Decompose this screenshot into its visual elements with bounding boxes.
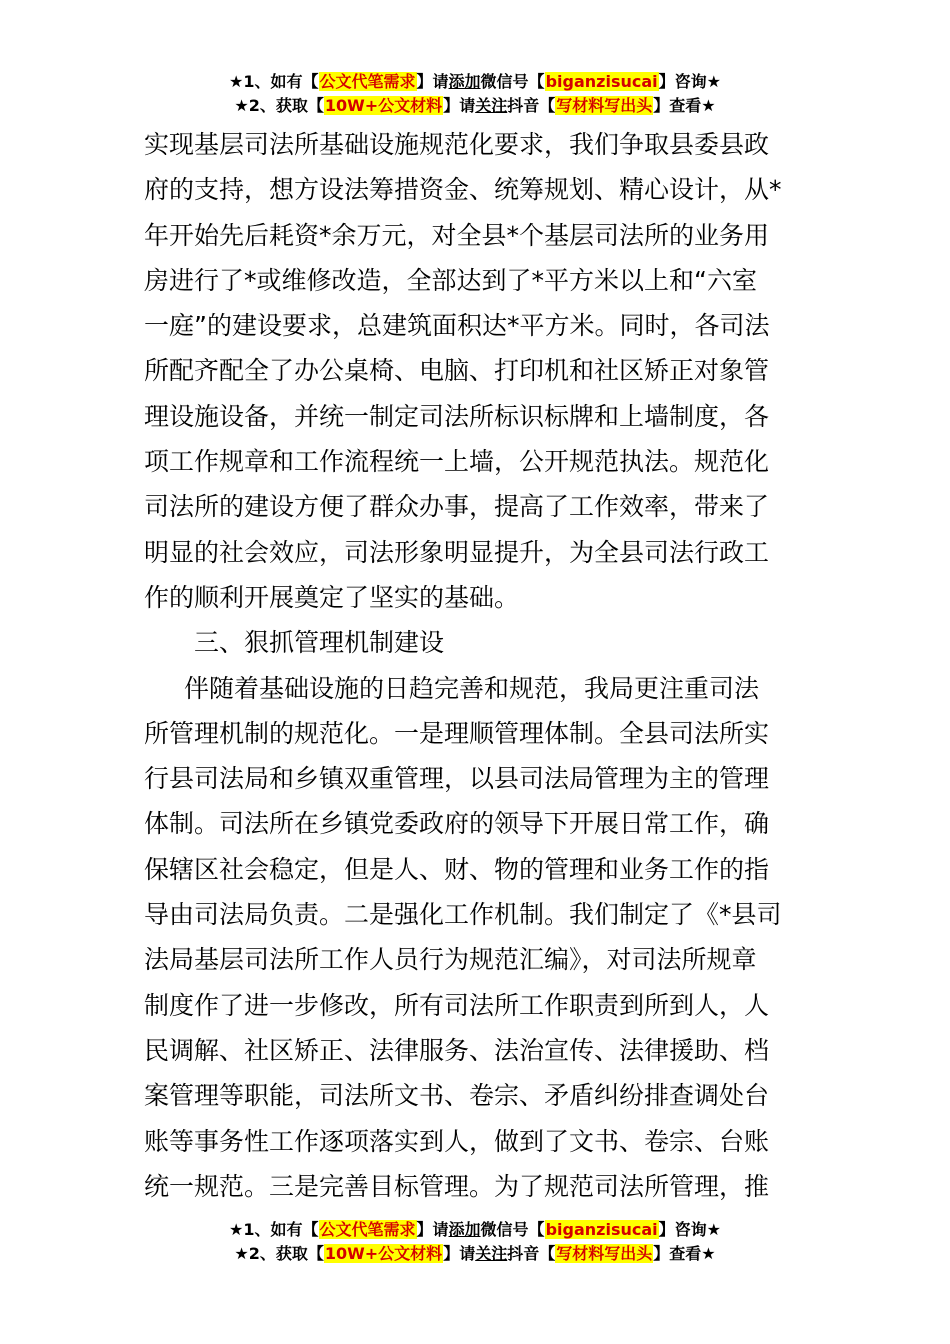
banner-line-1 — [0, 1218, 950, 1242]
banner-underlined: 关注 — [475, 1244, 508, 1263]
paragraph-line: 民调解、社区矫正、法律服务、法治宣传、法律援助、档 — [144, 1035, 770, 1065]
banner-underlined: 添加 — [448, 1220, 481, 1239]
paragraph-line: 实现基层司法所基础设施规范化要求，我们争取县委县政 — [144, 130, 770, 159]
paragraph-line: 导由司法局负责。二是强化工作机制。我们制定了《*县司 — [144, 900, 782, 930]
paragraph-line: 作的顺利开展奠定了坚实的基础。 — [144, 582, 520, 612]
banner-line-2 — [0, 1242, 950, 1266]
banner-text: 】请 — [416, 1220, 449, 1239]
paragraph-line: 年开始先后耗资*余万元，对全县*个基层司法所的业务用 — [144, 220, 770, 250]
banner-text: 】查看★ — [653, 96, 716, 115]
banner-line-1 — [0, 70, 950, 94]
paragraph-line: 一庭”的建设要求，总建筑面积达*平方米。同时，各司法 — [144, 311, 770, 341]
paragraph-line: 统一规范。三是完善目标管理。为了规范司法所管理，推 — [144, 1171, 770, 1201]
banner-highlight: biganzisucai — [545, 72, 658, 91]
banner-text: 】请 — [443, 1244, 476, 1263]
banner-text: 微信号【 — [480, 1220, 545, 1239]
banner-highlight: 公文代笔需求 — [319, 72, 416, 91]
paragraph-line: 项工作规章和工作流程统一上墙，公开规范执法。规范化 — [144, 447, 770, 477]
paragraph-line: 府的支持，想方设法筹措资金、统筹规划、精心设计，从* — [144, 175, 782, 205]
paragraph-line: 明显的社会效应，司法形象明显提升，为全县司法行政工 — [144, 537, 770, 567]
paragraph-line: 保辖区社会稳定，但是人、财、物的管理和业务工作的指 — [144, 854, 770, 884]
paragraph-line: 制度作了进一步修改，所有司法所工作职责到所到人，人 — [144, 990, 770, 1020]
paragraph-line: 法局基层司法所工作人员行为规范汇编》，对司法所规章 — [144, 945, 757, 975]
banner-highlight: 10W+公文材料 — [324, 1244, 443, 1263]
banner-text: 】请 — [443, 96, 476, 115]
footer-banner — [0, 1218, 950, 1266]
banner-underlined: 关注 — [475, 96, 508, 115]
banner-text: 抖音【 — [507, 96, 556, 115]
banner-underlined: 添加 — [448, 72, 481, 91]
banner-text: 微信号【 — [480, 72, 545, 91]
banner-text: 抖音【 — [507, 1244, 556, 1263]
paragraph-line: 案管理等职能，司法所文书、卷宗、矛盾纠纷排查调处台 — [144, 1081, 770, 1111]
banner-highlight: 公文代笔需求 — [319, 1220, 416, 1239]
banner-text: 】查看★ — [653, 1244, 716, 1263]
banner-highlight: 写材料写出头 — [556, 96, 653, 115]
paragraph-line: 行县司法局和乡镇双重管理，以县司法局管理为主的管理 — [144, 764, 770, 794]
paragraph-line: 司法所的建设方便了群众办事，提高了工作效率，带来了 — [144, 492, 770, 522]
banner-text: ★1、如有【 — [229, 1220, 319, 1239]
document-body — [144, 122, 806, 1209]
banner-text: 】咨询★ — [658, 1220, 721, 1239]
banner-highlight: 写材料写出头 — [556, 1244, 653, 1263]
paragraph-line: 体制。司法所在乡镇党委政府的领导下开展日常工作，确 — [144, 809, 770, 839]
paragraph-line: 所管理机制的规范化。一是理顺管理体制。全县司法所实 — [144, 718, 770, 748]
banner-text: ★1、如有【 — [229, 72, 319, 91]
paragraph-line: 房进行了*或维修改造，全部达到了*平方米以上和“六室 — [144, 265, 757, 295]
paragraph-line: 账等事务性工作逐项落实到人，做到了文书、卷宗、台账 — [144, 1126, 770, 1156]
paragraph-line: 所配齐配全了办公桌椅、电脑、打印机和社区矫正对象管 — [144, 356, 770, 386]
banner-text: 】咨询★ — [658, 72, 721, 91]
paragraph-line: 伴随着基础设施的日趋完善和规范，我局更注重司法 — [184, 673, 760, 703]
paragraph-line: 理设施设备，并统一制定司法所标识标牌和上墙制度，各 — [144, 401, 770, 431]
section-heading: 三、狠抓管理机制建设 — [194, 628, 445, 658]
banner-line-2 — [0, 94, 950, 118]
banner-text: ★2、获取【 — [234, 96, 324, 115]
banner-text: 】请 — [416, 72, 449, 91]
banner-text: ★2、获取【 — [234, 1244, 324, 1263]
banner-highlight: biganzisucai — [545, 1220, 658, 1239]
banner-highlight: 10W+公文材料 — [324, 96, 443, 115]
header-banner — [0, 70, 950, 118]
